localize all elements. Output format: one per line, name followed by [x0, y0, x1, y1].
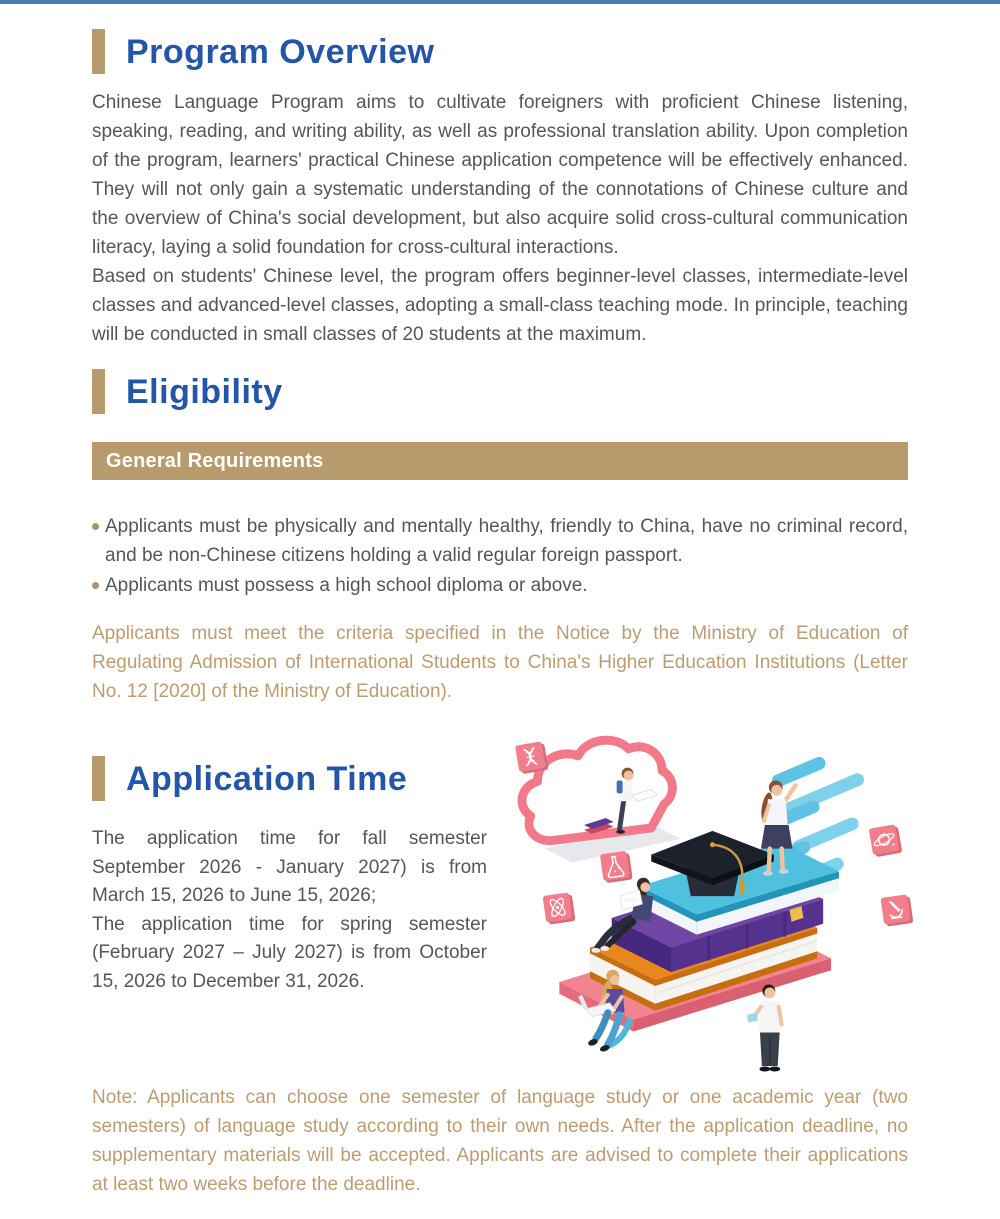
application-note: Note: Applicants can choose one semester of language study or one academic year (two semesters) of language study according to their own needs. After the application deadline, no supplementary materials will be accepted. Applicants are advised to complete their applications at least two weeks before the deadline.: [92, 1087, 908, 1195]
regulation-note: Applicants must meet the criteria specified in the Notice by the Ministry of Education of Regulating Admission of International Students to China's Higher Education Institutions (Letter No. 12 [2020] of the Ministry of Education).: [92, 623, 908, 702]
list-item: [92, 571, 908, 600]
standing-man: [747, 985, 782, 1072]
section-eligibility-heading: [92, 369, 908, 414]
program-overview-paragraph-1: Chinese Language Program aims to cultivate foreigners with proficient Chinese listening, speaking, reading, and writing ability, as well as professional translation ability. Upon completion of the program, learners' practical Chinese application competence will be effectively enhanced. They will not only gain a systematic understanding of the connotations of Chinese culture and the overview of China's social development, but also acquire solid cross-cultural communication literacy, laying a solid foundation for cross-cultural interactions.: [92, 92, 908, 258]
heading-accent-bar: [92, 756, 105, 801]
application-time-title: Application Time: [126, 759, 408, 798]
requirement-text: Applicants must possess a high school diploma or above.: [105, 575, 588, 596]
list-item: [92, 512, 908, 570]
program-overview-paragraph-2: Based on students' Chinese level, the program offers beginner-level classes, intermediate-level classes and advanced-level classes, adopting a small-class teaching mode. In principle, teaching will be conducted in small classes of 20 students at the maximum.: [92, 266, 908, 345]
dna-icon: [515, 741, 549, 775]
page-content: [0, 29, 1000, 1219]
fall-semester-dates: The application time for fall semester September 2026 - January 2027) is from March 15, 2026 to June 15, 2026;: [92, 828, 487, 906]
bullet-dot: [92, 523, 99, 530]
heading-accent-bar: [92, 29, 105, 74]
application-time-text: [92, 825, 487, 996]
general-requirements-banner: General Requirements: [92, 442, 908, 480]
page-title: Program Overview: [126, 32, 435, 71]
heading-accent-bar: [92, 369, 105, 414]
flask-icon: [600, 851, 633, 884]
eligibility-title: Eligibility: [126, 372, 283, 411]
education-illustration: [505, 728, 920, 1078]
requirement-text: Applicants must be physically and mentally healthy, friendly to China, have no criminal record, and be non-Chinese citizens holding a valid regular foreign passport.: [105, 516, 908, 566]
section-program-overview-heading: [92, 29, 908, 74]
application-time-section: [92, 756, 908, 1078]
page-top-border: [0, 0, 1000, 4]
bullet-dot: [92, 582, 99, 589]
planet-icon: [869, 824, 903, 858]
microscope-icon: [880, 894, 913, 927]
requirements-list: [92, 512, 908, 600]
atom-icon: [543, 892, 576, 925]
spring-semester-dates: The application time for spring semester (February 2027 – July 2027) is from October 15, 2026 to December 31, 2026.: [92, 913, 487, 992]
